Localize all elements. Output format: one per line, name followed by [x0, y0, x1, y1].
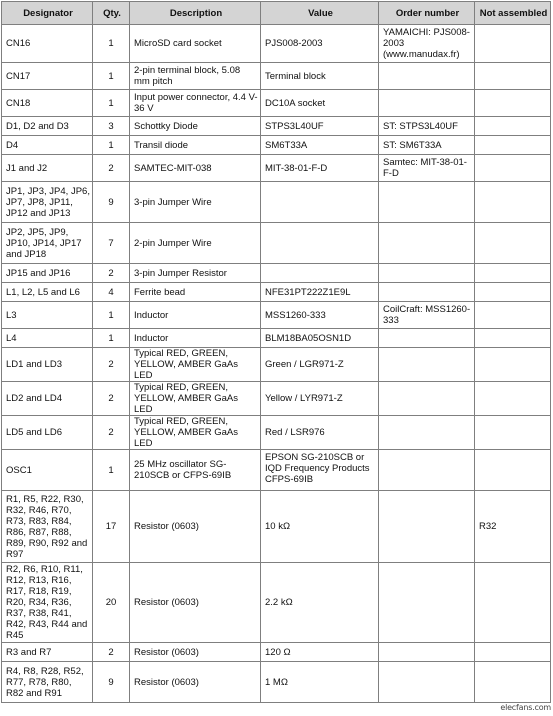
cell-not-assembled — [475, 136, 551, 155]
header-order-number: Order number — [379, 2, 475, 25]
cell-order — [379, 491, 475, 563]
table-row — [2, 302, 551, 329]
cell-value: MIT-38-01-F-D — [261, 155, 379, 182]
cell-qty: 2 — [93, 155, 130, 182]
table-row — [2, 329, 551, 348]
cell-description: 3-pin Jumper Resistor — [130, 264, 261, 283]
cell-designator: CN18 — [2, 90, 93, 117]
table-row — [2, 117, 551, 136]
table-row — [2, 136, 551, 155]
header-designator: Designator — [2, 2, 93, 25]
cell-qty: 2 — [93, 382, 130, 416]
cell-qty: 1 — [93, 25, 130, 63]
cell-value: 120 Ω — [261, 643, 379, 662]
cell-order: YAMAICHI: PJS008-2003 (www.manudax.fr) — [379, 25, 475, 63]
cell-order — [379, 643, 475, 662]
cell-not-assembled — [475, 283, 551, 302]
table-row — [2, 416, 551, 450]
table-row — [2, 348, 551, 382]
cell-order — [379, 223, 475, 264]
cell-designator: J1 and J2 — [2, 155, 93, 182]
cell-description: Inductor — [130, 329, 261, 348]
cell-designator: R2, R6, R10, R11, R12, R13, R16, R17, R18, R19, R20, R34, R36, R37, R38, R41, R42, R43, R44 and R45 — [2, 563, 93, 643]
cell-not-assembled — [475, 416, 551, 450]
cell-order: ST: SM6T33A — [379, 136, 475, 155]
table-row — [2, 182, 551, 223]
cell-designator: JP15 and JP16 — [2, 264, 93, 283]
cell-designator: R3 and R7 — [2, 643, 93, 662]
cell-description: Resistor (0603) — [130, 662, 261, 703]
cell-designator: LD5 and LD6 — [2, 416, 93, 450]
cell-description: 25 MHz oscillator SG-210SCB or CFPS-69IB — [130, 450, 261, 491]
cell-qty: 3 — [93, 117, 130, 136]
cell-order — [379, 329, 475, 348]
cell-not-assembled — [475, 155, 551, 182]
cell-order: Samtec: MIT-38-01-F-D — [379, 155, 475, 182]
table-row — [2, 491, 551, 563]
cell-value: EPSON SG-210SCB or IQD Frequency Products CFPS-69IB — [261, 450, 379, 491]
cell-value: SM6T33A — [261, 136, 379, 155]
header-qty: Qty. — [93, 2, 130, 25]
cell-description: SAMTEC-MIT-038 — [130, 155, 261, 182]
cell-qty: 2 — [93, 348, 130, 382]
cell-qty: 2 — [93, 264, 130, 283]
cell-designator: L3 — [2, 302, 93, 329]
table-row — [2, 25, 551, 63]
cell-order — [379, 348, 475, 382]
cell-qty: 1 — [93, 136, 130, 155]
cell-description: Typical RED, GREEN, YELLOW, AMBER GaAs LED — [130, 416, 261, 450]
header-not-assembled: Not assembled — [475, 2, 551, 25]
cell-not-assembled — [475, 662, 551, 703]
table-row — [2, 382, 551, 416]
cell-order — [379, 283, 475, 302]
cell-not-assembled — [475, 182, 551, 223]
cell-order — [379, 182, 475, 223]
cell-qty: 2 — [93, 643, 130, 662]
cell-order — [379, 416, 475, 450]
cell-qty: 1 — [93, 63, 130, 90]
cell-qty: 7 — [93, 223, 130, 264]
cell-order — [379, 63, 475, 90]
header-value: Value — [261, 2, 379, 25]
cell-not-assembled — [475, 302, 551, 329]
cell-qty: 1 — [93, 302, 130, 329]
cell-value: PJS008-2003 — [261, 25, 379, 63]
table-row — [2, 223, 551, 264]
cell-description: MicroSD card socket — [130, 25, 261, 63]
cell-value: BLM18BA05OSN1D — [261, 329, 379, 348]
cell-not-assembled — [475, 25, 551, 63]
cell-designator: L4 — [2, 329, 93, 348]
cell-designator: CN17 — [2, 63, 93, 90]
cell-description: 2-pin Jumper Wire — [130, 223, 261, 264]
cell-qty: 9 — [93, 182, 130, 223]
cell-description: Typical RED, GREEN, YELLOW, AMBER GaAs LED — [130, 382, 261, 416]
cell-designator: JP1, JP3, JP4, JP6, JP7, JP8, JP11, JP12 and JP13 — [2, 182, 93, 223]
table-row — [2, 563, 551, 643]
header-description: Description — [130, 2, 261, 25]
cell-description: 2-pin terminal block, 5.08 mm pitch — [130, 63, 261, 90]
cell-order — [379, 450, 475, 491]
cell-description: Resistor (0603) — [130, 643, 261, 662]
cell-value: 1 MΩ — [261, 662, 379, 703]
cell-order — [379, 382, 475, 416]
cell-value: Yellow / LYR971-Z — [261, 382, 379, 416]
cell-not-assembled: R32 — [475, 491, 551, 563]
cell-not-assembled — [475, 329, 551, 348]
table-row — [2, 155, 551, 182]
cell-order: ST: STPS3L40UF — [379, 117, 475, 136]
cell-description: Inductor — [130, 302, 261, 329]
cell-qty: 17 — [93, 491, 130, 563]
table-row — [2, 643, 551, 662]
cell-not-assembled — [475, 90, 551, 117]
cell-description: Resistor (0603) — [130, 563, 261, 643]
cell-order — [379, 264, 475, 283]
cell-designator: L1, L2, L5 and L6 — [2, 283, 93, 302]
cell-value: DC10A socket — [261, 90, 379, 117]
cell-value: NFE31PT222Z1E9L — [261, 283, 379, 302]
cell-designator: OSC1 — [2, 450, 93, 491]
cell-description: Ferrite bead — [130, 283, 261, 302]
cell-description: Resistor (0603) — [130, 491, 261, 563]
cell-description: 3-pin Jumper Wire — [130, 182, 261, 223]
cell-designator: D4 — [2, 136, 93, 155]
cell-value: MSS1260-333 — [261, 302, 379, 329]
table-row — [2, 283, 551, 302]
cell-qty: 1 — [93, 329, 130, 348]
cell-order: CoilCraft: MSS1260-333 — [379, 302, 475, 329]
cell-description: Schottky Diode — [130, 117, 261, 136]
header-row — [2, 2, 551, 25]
cell-value — [261, 264, 379, 283]
cell-value: 2.2 kΩ — [261, 563, 379, 643]
cell-order — [379, 662, 475, 703]
cell-value: 10 kΩ — [261, 491, 379, 563]
cell-designator: LD1 and LD3 — [2, 348, 93, 382]
cell-designator: CN16 — [2, 25, 93, 63]
cell-not-assembled — [475, 223, 551, 264]
cell-value — [261, 223, 379, 264]
cell-not-assembled — [475, 450, 551, 491]
table-row — [2, 450, 551, 491]
cell-qty: 1 — [93, 450, 130, 491]
cell-description: Transil diode — [130, 136, 261, 155]
cell-not-assembled — [475, 382, 551, 416]
cell-designator: R4, R8, R28, R52, R77, R78, R80, R82 and R91 — [2, 662, 93, 703]
cell-qty: 4 — [93, 283, 130, 302]
cell-value — [261, 182, 379, 223]
cell-designator: R1, R5, R22, R30, R32, R46, R70, R73, R83, R84, R86, R87, R88, R89, R90, R92 and R97 — [2, 491, 93, 563]
cell-value: Terminal block — [261, 63, 379, 90]
cell-not-assembled — [475, 264, 551, 283]
cell-qty: 2 — [93, 416, 130, 450]
cell-not-assembled — [475, 563, 551, 643]
cell-value: Green / LGR971-Z — [261, 348, 379, 382]
cell-not-assembled — [475, 117, 551, 136]
cell-value: STPS3L40UF — [261, 117, 379, 136]
table-row — [2, 264, 551, 283]
cell-description: Typical RED, GREEN, YELLOW, AMBER GaAs LED — [130, 348, 261, 382]
cell-qty: 1 — [93, 90, 130, 117]
table-row — [2, 63, 551, 90]
cell-designator: JP2, JP5, JP9, JP10, JP14, JP17 and JP18 — [2, 223, 93, 264]
cell-value: Red / LSR976 — [261, 416, 379, 450]
cell-order — [379, 563, 475, 643]
table-row — [2, 662, 551, 703]
cell-description: Input power connector, 4.4 V-36 V — [130, 90, 261, 117]
table-row — [2, 90, 551, 117]
cell-designator: D1, D2 and D3 — [2, 117, 93, 136]
cell-not-assembled — [475, 63, 551, 90]
cell-not-assembled — [475, 643, 551, 662]
cell-designator: LD2 and LD4 — [2, 382, 93, 416]
cell-qty: 20 — [93, 563, 130, 643]
cell-order — [379, 90, 475, 117]
cell-not-assembled — [475, 348, 551, 382]
watermark: elecfans.com — [500, 703, 551, 712]
bom-table — [1, 1, 551, 703]
cell-qty: 9 — [93, 662, 130, 703]
